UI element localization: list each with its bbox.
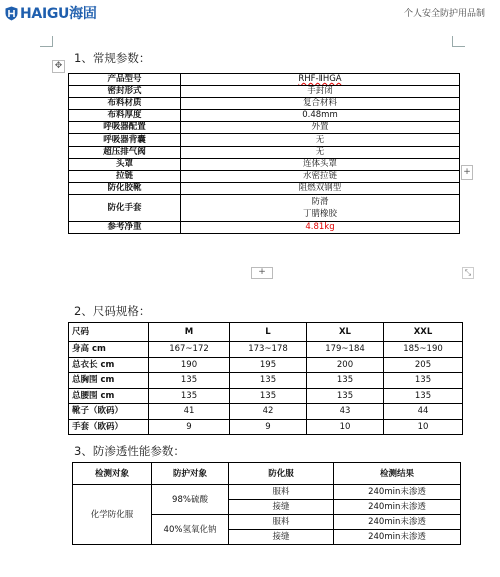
- size-row: [69, 388, 463, 404]
- section2-title: 2、尺码规格：: [74, 304, 151, 318]
- param-label: 参考净重: [69, 221, 181, 233]
- size-spec-table: [68, 322, 463, 435]
- page-margin-corner-left: [40, 36, 53, 47]
- param-label: 防化胶靴: [69, 182, 181, 194]
- table-resize-handle-icon[interactable]: ⤡: [462, 267, 474, 279]
- perm-part-cell: 服料: [229, 485, 334, 500]
- size-cell: 135: [384, 388, 463, 404]
- size-cell: 173~178: [230, 342, 307, 358]
- size-cell: 9: [149, 419, 230, 435]
- size-cell: 9: [230, 419, 307, 435]
- size-row: [69, 342, 463, 358]
- perm-result-cell: 240min未渗透: [334, 485, 461, 500]
- param-row: [69, 122, 460, 134]
- param-value: 0.48mm: [181, 110, 460, 122]
- param-value: 4.81kg: [181, 221, 460, 233]
- size-cell: 44: [384, 404, 463, 420]
- param-value: 阻燃双钢型: [181, 182, 460, 194]
- size-row: [69, 404, 463, 420]
- perm-header-cell: 检测结果: [334, 463, 461, 485]
- size-row: [69, 373, 463, 389]
- param-value: [181, 194, 460, 221]
- size-header-cell: 尺码: [69, 323, 149, 342]
- permeation-table: [72, 462, 461, 545]
- param-row: [69, 194, 460, 221]
- perm-result-cell: 240min未渗透: [334, 500, 461, 515]
- size-cell: 43: [307, 404, 384, 420]
- size-cell: 135: [384, 373, 463, 389]
- param-label: 头罩: [69, 158, 181, 170]
- size-cell: 135: [307, 388, 384, 404]
- param-value: RHF-ⅡHGA: [181, 74, 460, 86]
- shield-logo-icon: [5, 6, 18, 21]
- section3-title: 3、防渗透性能参数：: [74, 444, 185, 458]
- size-row: [69, 357, 463, 373]
- param-label: 防化手套: [69, 194, 181, 221]
- size-cell: 200: [307, 357, 384, 373]
- param-row: [69, 221, 460, 233]
- perm-header-row: [73, 463, 461, 485]
- add-column-button[interactable]: +: [461, 165, 473, 180]
- section1-title: 1、常规参数：: [74, 51, 151, 65]
- perm-header-cell: 防护对象: [152, 463, 229, 485]
- size-header-cell: M: [149, 323, 230, 342]
- general-params-table: [68, 73, 460, 234]
- param-value: 无: [181, 146, 460, 158]
- size-row-label: 总衣长 cm: [69, 357, 149, 373]
- param-label: 密封形式: [69, 86, 181, 98]
- size-row: [69, 419, 463, 435]
- perm-row: [73, 485, 461, 500]
- param-row: [69, 110, 460, 122]
- size-header-cell: L: [230, 323, 307, 342]
- size-cell: 41: [149, 404, 230, 420]
- param-value: 复合材料: [181, 98, 460, 110]
- logo-text: HAIGU海固: [20, 6, 97, 22]
- param-label: 超压排气阀: [69, 146, 181, 158]
- param-label: 布料材质: [69, 98, 181, 110]
- size-header-row: [69, 323, 463, 342]
- perm-group-label: 化学防化服: [73, 485, 152, 545]
- size-cell: 190: [149, 357, 230, 373]
- perm-header-cell: 防化服: [229, 463, 334, 485]
- param-label: 呼吸器配置: [69, 122, 181, 134]
- param-label: 呼吸器背囊: [69, 134, 181, 146]
- perm-part-cell: 接缝: [229, 530, 334, 545]
- company-logo: [5, 3, 97, 23]
- size-cell: 10: [307, 419, 384, 435]
- param-label: 拉链: [69, 170, 181, 182]
- param-value-line: 丁腈橡胶: [302, 208, 337, 219]
- size-header-cell: XL: [307, 323, 384, 342]
- size-cell: 179~184: [307, 342, 384, 358]
- perm-result-cell: 240min未渗透: [334, 515, 461, 530]
- param-row: [69, 98, 460, 110]
- perm-result-cell: 240min未渗透: [334, 530, 461, 545]
- perm-part-cell: 接缝: [229, 500, 334, 515]
- add-row-button[interactable]: +: [251, 267, 273, 279]
- param-value: 无: [181, 134, 460, 146]
- size-row-label: 手套（欧码）: [69, 419, 149, 435]
- size-row-label: 总胸围 cm: [69, 373, 149, 389]
- param-value: 外置: [181, 122, 460, 134]
- size-row-label: 总腰围 cm: [69, 388, 149, 404]
- header-company-text: 个人安全防护用品制: [404, 9, 486, 19]
- param-label: 产品型号: [69, 74, 181, 86]
- page-margin-corner-right: [452, 36, 465, 47]
- perm-subgroup-label: 40%氢氧化钠: [152, 515, 229, 545]
- size-cell: 135: [307, 373, 384, 389]
- size-cell: 42: [230, 404, 307, 420]
- param-value: 连体头罩: [181, 158, 460, 170]
- param-value: 手封闭: [181, 86, 460, 98]
- size-cell: 10: [384, 419, 463, 435]
- param-row: [69, 86, 460, 98]
- param-row: [69, 74, 460, 86]
- size-cell: 167~172: [149, 342, 230, 358]
- size-cell: 135: [149, 388, 230, 404]
- size-row-label: 身高 cm: [69, 342, 149, 358]
- size-cell: 185~190: [384, 342, 463, 358]
- param-row: [69, 134, 460, 146]
- param-value: 水密拉链: [181, 170, 460, 182]
- size-cell: 135: [230, 373, 307, 389]
- size-row-label: 靴子（欧码）: [69, 404, 149, 420]
- size-cell: 135: [230, 388, 307, 404]
- size-cell: 195: [230, 357, 307, 373]
- param-label: 布料厚度: [69, 110, 181, 122]
- perm-part-cell: 服料: [229, 515, 334, 530]
- perm-header-cell: 检测对象: [73, 463, 152, 485]
- perm-subgroup-label: 98%硫酸: [152, 485, 229, 515]
- param-row: [69, 170, 460, 182]
- document-header: [0, 0, 500, 26]
- param-row: [69, 146, 460, 158]
- size-cell: 205: [384, 357, 463, 373]
- table-move-handle-icon[interactable]: ✥: [52, 60, 65, 73]
- param-value-line: 防滑: [311, 196, 329, 207]
- param-row: [69, 158, 460, 170]
- size-cell: 135: [149, 373, 230, 389]
- size-header-cell: XXL: [384, 323, 463, 342]
- param-row: [69, 182, 460, 194]
